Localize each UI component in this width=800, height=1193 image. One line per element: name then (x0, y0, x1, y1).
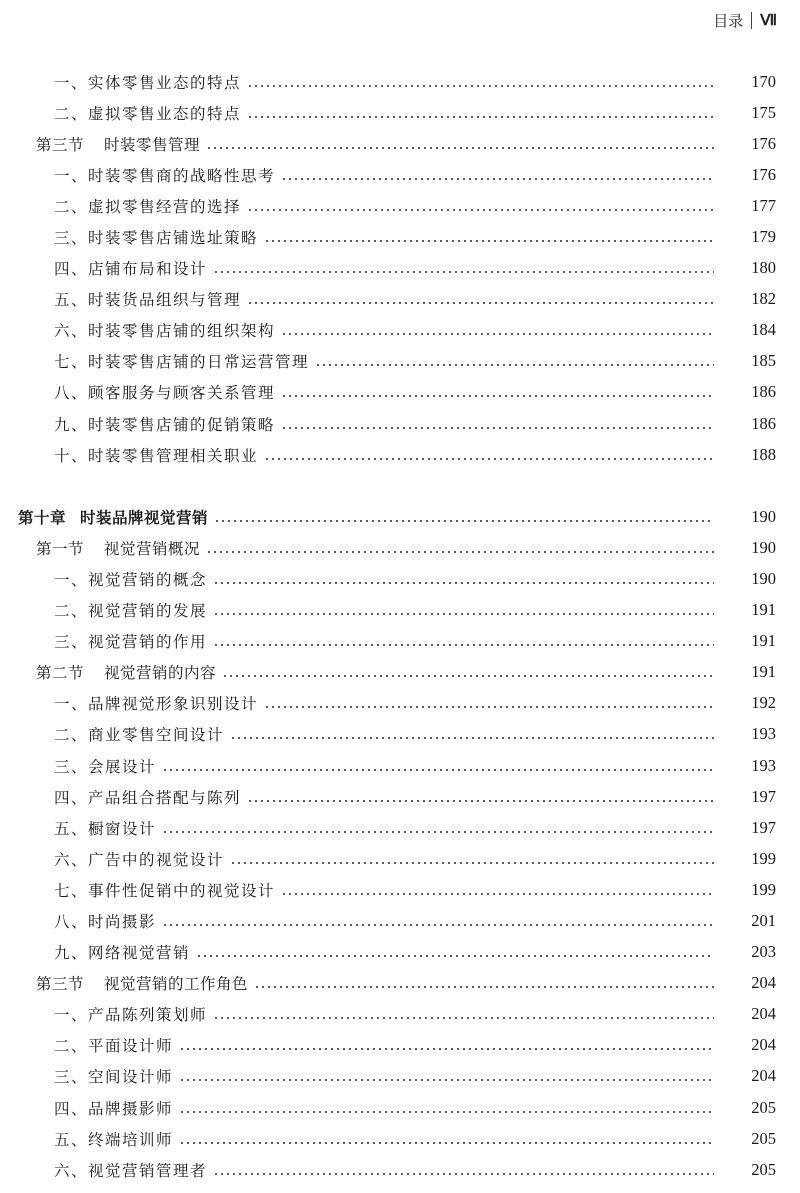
toc-item-row[interactable] (0, 1123, 800, 1154)
dot-leader (206, 147, 714, 149)
header-divider (751, 12, 752, 29)
toc-page-number: 190 (751, 537, 776, 557)
toc-page-number: 175 (751, 102, 776, 122)
toc-item-row[interactable] (0, 1030, 800, 1061)
toc-page-number: 204 (751, 973, 776, 993)
dot-leader (247, 116, 714, 118)
toc-entry-title (36, 133, 206, 155)
toc-item-row[interactable] (0, 812, 800, 843)
toc-item-row[interactable] (0, 377, 800, 408)
toc-page-number: 185 (751, 351, 776, 371)
table-of-contents (0, 66, 800, 1185)
dot-leader (162, 769, 714, 771)
toc-page-number: 170 (751, 71, 776, 91)
dot-leader (264, 458, 714, 460)
dot-leader (213, 271, 714, 273)
dot-leader (247, 302, 714, 304)
toc-entry-title: 四、产品组合搭配与陈列 (54, 788, 242, 807)
toc-item-row[interactable] (0, 719, 800, 750)
toc-page-number: 176 (751, 164, 776, 184)
toc-entry-text: 视觉营销的内容 (104, 664, 217, 683)
toc-entry-text: 视觉营销概况 (104, 539, 201, 558)
toc-page-number: 197 (751, 817, 776, 837)
toc-entry-title (36, 661, 222, 683)
header-page-number: Ⅶ (760, 13, 778, 29)
toc-page-number: 205 (751, 1097, 776, 1117)
toc-entry-title: 一、品牌视觉形象识别设计 (54, 695, 259, 714)
toc-entry-title: 三、会展设计 (54, 757, 157, 776)
toc-item-row[interactable] (0, 284, 800, 315)
toc-item-row[interactable] (0, 874, 800, 905)
dot-leader (281, 395, 714, 397)
toc-entry-title: 五、橱窗设计 (54, 819, 157, 838)
toc-entry-number: 第三节 (36, 975, 85, 994)
toc-page-number: 186 (751, 413, 776, 433)
toc-item-row[interactable] (0, 66, 800, 97)
toc-entry-title: 四、品牌摄影师 (54, 1099, 174, 1118)
toc-item-row[interactable] (0, 626, 800, 657)
toc-page-number: 204 (751, 1035, 776, 1055)
toc-item-row[interactable] (0, 688, 800, 719)
toc-entry-title: 三、时装零售店铺选址策略 (54, 229, 259, 248)
toc-item-row[interactable] (0, 221, 800, 252)
toc-entry-title: 十、时装零售管理相关职业 (54, 446, 259, 465)
dot-leader (213, 582, 714, 584)
toc-entry-title: 一、时装零售商的战略性思考 (54, 166, 276, 185)
dot-leader (162, 831, 714, 833)
toc-entry-number: 第三节 (36, 135, 85, 154)
dot-leader (230, 737, 714, 739)
dot-leader (247, 800, 714, 802)
toc-entry-title: 七、时装零售店铺的日常运营管理 (54, 353, 310, 372)
dot-leader (196, 955, 714, 957)
chapter-gap (0, 470, 800, 501)
toc-entry-title: 一、实体零售业态的特点 (54, 73, 242, 92)
toc-entry-title: 二、商业零售空间设计 (54, 726, 225, 745)
toc-entry-title: 五、终端培训师 (54, 1130, 174, 1149)
toc-page-number: 204 (751, 1066, 776, 1086)
dot-leader (281, 893, 714, 895)
toc-item-row[interactable] (0, 159, 800, 190)
toc-page-number: 193 (751, 755, 776, 775)
toc-item-row[interactable] (0, 253, 800, 284)
toc-entry-number: 第二节 (36, 664, 85, 683)
toc-item-row[interactable] (0, 346, 800, 377)
toc-entry-title (36, 537, 206, 559)
toc-page-number: 199 (751, 848, 776, 868)
toc-entry-number: 第十章 (18, 508, 67, 527)
toc-item-row[interactable] (0, 781, 800, 812)
toc-entry-text: 时装零售管理 (104, 135, 201, 154)
toc-item-row[interactable] (0, 315, 800, 346)
dot-leader (315, 364, 714, 366)
toc-entry-number: 第一节 (36, 539, 85, 558)
toc-page-number: 193 (751, 724, 776, 744)
toc-entry-title: 九、时装零售店铺的促销策略 (54, 415, 276, 434)
toc-entry-title: 六、时装零售店铺的组织架构 (54, 322, 276, 341)
dot-leader (179, 1079, 714, 1081)
toc-item-row[interactable] (0, 750, 800, 781)
toc-page-number: 197 (751, 786, 776, 806)
toc-entry-title (36, 972, 254, 994)
toc-page-number: 176 (751, 133, 776, 153)
toc-entry-title: 六、视觉营销管理者 (54, 1161, 208, 1180)
toc-page-number: 191 (751, 600, 776, 620)
toc-page-number: 204 (751, 1004, 776, 1024)
toc-entry-title: 六、广告中的视觉设计 (54, 850, 225, 869)
toc-entry-title: 二、虚拟零售业态的特点 (54, 104, 242, 123)
toc-item-row[interactable] (0, 999, 800, 1030)
dot-leader (264, 706, 714, 708)
toc-page-number: 177 (751, 195, 776, 215)
page-header (713, 10, 778, 31)
toc-item-row[interactable] (0, 97, 800, 128)
toc-entry-title: 二、虚拟零售经营的选择 (54, 197, 242, 216)
toc-page-number: 203 (751, 942, 776, 962)
dot-leader (230, 862, 714, 864)
dot-leader (281, 427, 714, 429)
toc-page-number: 184 (751, 320, 776, 340)
toc-section-row[interactable] (0, 128, 800, 159)
toc-page-number: 205 (751, 1128, 776, 1148)
toc-entry-title: 一、产品陈列策划师 (54, 1006, 208, 1025)
toc-entry-title: 三、空间设计师 (54, 1068, 174, 1087)
toc-entry-title: 四、店铺布局和设计 (54, 260, 208, 279)
toc-entry-title: 二、视觉营销的发展 (54, 602, 208, 621)
toc-entry-text: 视觉营销的工作角色 (104, 975, 249, 994)
toc-page-number: 199 (751, 879, 776, 899)
toc-page-number: 190 (751, 506, 776, 526)
toc-item-row[interactable] (0, 1092, 800, 1123)
dot-leader (206, 551, 714, 553)
header-label: 目录 (713, 12, 744, 30)
toc-page-number: 201 (751, 910, 776, 930)
toc-section-row[interactable] (0, 657, 800, 688)
toc-entry-title: 九、网络视觉营销 (54, 944, 191, 963)
toc-page-number: 180 (751, 258, 776, 278)
toc-entry-title: 八、时尚摄影 (54, 912, 157, 931)
toc-page-number: 191 (751, 631, 776, 651)
toc-page-number: 191 (751, 662, 776, 682)
dot-leader (179, 1142, 714, 1144)
toc-entry-title: 一、视觉营销的概念 (54, 570, 208, 589)
toc-page-number: 188 (751, 444, 776, 464)
dot-leader (179, 1048, 714, 1050)
toc-section-row[interactable] (0, 968, 800, 999)
toc-item-row[interactable] (0, 905, 800, 936)
dot-leader (264, 240, 714, 242)
toc-entry-title: 五、时装货品组织与管理 (54, 291, 242, 310)
toc-page-number: 190 (751, 568, 776, 588)
toc-item-row[interactable] (0, 937, 800, 968)
toc-entry-title: 二、平面设计师 (54, 1037, 174, 1056)
toc-item-row[interactable] (0, 439, 800, 470)
dot-leader (254, 986, 714, 988)
dot-leader (162, 924, 714, 926)
toc-item-row[interactable] (0, 843, 800, 874)
toc-item-row[interactable] (0, 563, 800, 594)
toc-item-row[interactable] (0, 595, 800, 626)
toc-page-number: 205 (751, 1159, 776, 1179)
toc-page-number: 192 (751, 693, 776, 713)
toc-page-number: 182 (751, 289, 776, 309)
toc-entry-title (18, 506, 214, 528)
dot-leader (214, 520, 714, 522)
toc-entry-text: 时装品牌视觉营销 (80, 508, 209, 527)
toc-item-row[interactable] (0, 190, 800, 221)
dot-leader (213, 1017, 714, 1019)
dot-leader (247, 85, 714, 87)
toc-page-number: 179 (751, 227, 776, 247)
dot-leader (281, 333, 714, 335)
toc-chapter-row[interactable] (0, 501, 800, 532)
toc-item-row[interactable] (0, 408, 800, 439)
toc-entry-title: 三、视觉营销的作用 (54, 633, 208, 652)
toc-item-row[interactable] (0, 1154, 800, 1185)
dot-leader (247, 209, 714, 211)
toc-entry-title: 八、顾客服务与顾客关系管理 (54, 384, 276, 403)
toc-item-row[interactable] (0, 1061, 800, 1092)
toc-page-number: 186 (751, 382, 776, 402)
dot-leader (213, 644, 714, 646)
dot-leader (281, 178, 714, 180)
dot-leader (213, 1173, 714, 1175)
toc-entry-title: 七、事件性促销中的视觉设计 (54, 881, 276, 900)
dot-leader (213, 613, 714, 615)
dot-leader (179, 1111, 714, 1113)
dot-leader (222, 675, 714, 677)
toc-section-row[interactable] (0, 532, 800, 563)
